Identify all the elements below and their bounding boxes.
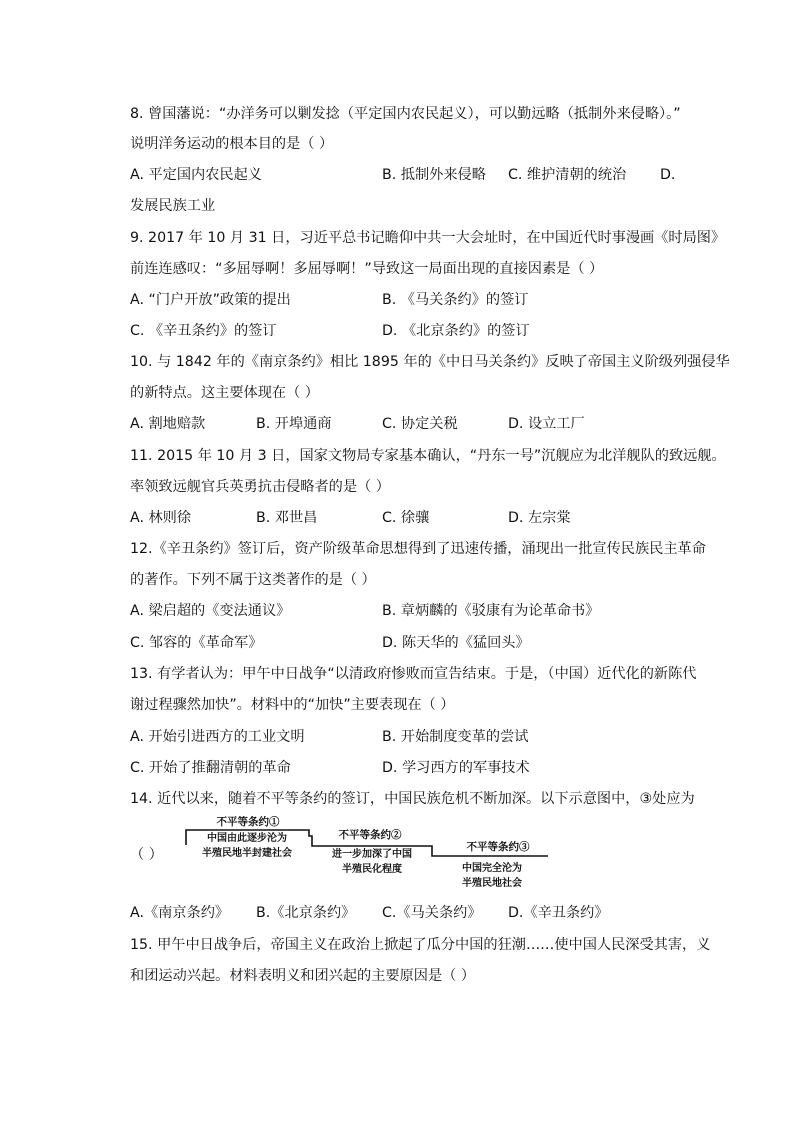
q14-answer-blank: （ ）	[130, 847, 163, 863]
q13-stem-line1: 13. 有学者认为：甲午中日战争“以清政府惨败而宣告结束。于是，（中国）近代化的新陈代	[130, 666, 697, 682]
q8-option-b: B. 抵制外来侵略	[382, 167, 486, 183]
q10-option-a: A. 割地赔款	[130, 416, 206, 432]
step3-desc-line1: 中国完全沦为	[462, 863, 522, 874]
q10-option-d: D. 设立工厂	[508, 416, 585, 432]
q10-option-c: C. 协定关税	[382, 416, 458, 432]
step1-title: 不平等条约①	[216, 816, 280, 828]
q8-option-d-text: 发展民族工业	[130, 198, 216, 214]
q13-option-c: C. 开始了推翻清朝的革命	[130, 760, 291, 776]
q12-stem-line2: 的著作。下列不属于这类著作的是（ ）	[130, 572, 376, 588]
q9-option-c: C. 《辛丑条约》的签订	[130, 323, 277, 339]
q8-option-d-letter: D.	[660, 167, 676, 183]
q13-stem-line2: 谢过程骤然加快”。材料中的“加快”主要表现在（ ）	[130, 697, 455, 713]
q14-option-b: B.《北京条约》	[256, 905, 356, 921]
q9-option-a: A. “门户开放”政策的提出	[130, 292, 291, 308]
q13-option-a: A. 开始引进西方的工业文明	[130, 729, 305, 745]
q14-stem-line1: 14. 近代以来，随着不平等条约的签订，中国民族危机不断加深。以下示意图中，③处应为	[130, 791, 695, 807]
q12-stem-line1: 12.《辛丑条约》签订后，资产阶级革命思想得到了迅速传播，涌现出一批宣传民族民主革命	[130, 541, 706, 557]
q11-stem-line2: 率领致远舰官兵英勇抗击侵略者的是（ ）	[130, 479, 390, 495]
q9-stem-line2: 前连连感叹：“多屈辱啊！多屈辱啊！”导致这一局面出现的直接因素是（ ）	[130, 261, 604, 277]
q8-option-c: C. 维护清朝的统治	[508, 167, 627, 183]
step2-desc-line1: 进一步加深了中国	[332, 849, 412, 860]
step3-title: 不平等条约③	[466, 841, 530, 853]
q10-stem-line1: 10. 与 1842 年的《南京条约》相比 1895 年的《中日马关条约》反映了帝国主义阶级列强侵华	[130, 354, 730, 370]
step3-desc-line2: 半殖民地社会	[462, 878, 522, 889]
q13-option-b: B. 开始制度变革的尝试	[382, 729, 529, 745]
q11-option-b: B. 邓世昌	[256, 510, 318, 526]
q15-stem-line2: 和团运动兴起。材料表明义和团兴起的主要原因是（ ）	[130, 968, 476, 984]
q14-option-c: C.《马关条约》	[382, 905, 482, 921]
step2-desc-line2: 半殖民化程度	[342, 864, 402, 875]
step1-desc-line1: 中国由此逐步沦为	[207, 833, 287, 844]
q8-stem-line1: 8. 曾国藩说：“办洋务可以剿发捻（平定国内农民起义），可以勤远略（抵制外来侵略）。”	[130, 106, 681, 122]
q14-option-a: A.《南京条约》	[130, 905, 230, 921]
q9-option-d: D. 《北京条约》的签订	[382, 323, 530, 339]
q8-option-a: A. 平定国内农民起义	[130, 167, 262, 183]
q11-option-d: D. 左宗棠	[508, 510, 571, 526]
q9-stem-line1: 9. 2017 年 10 月 31 日，习近平总书记瞻仰中共一大会址时，在中国近代时事漫画《时局图》	[130, 230, 726, 246]
q11-option-a: A. 林则徐	[130, 510, 192, 526]
q8-stem-line2: 说明洋务运动的根本目的是（ ）	[130, 136, 334, 152]
q11-option-c: C. 徐骧	[382, 510, 430, 526]
q13-option-d: D. 学习西方的军事技术	[382, 760, 530, 776]
q15-stem-line1: 15. 甲午中日战争后，帝国主义在政治上掀起了瓜分中国的狂潮……使中国人民深受其害，义	[130, 937, 711, 953]
q12-option-c: C. 邹容的《革命军》	[130, 635, 263, 651]
q14-option-d: D.《辛丑条约》	[508, 905, 609, 921]
q12-option-b: B. 章炳麟的《驳康有为论革命书》	[382, 603, 600, 619]
q12-option-d: D. 陈天华的《猛回头》	[382, 635, 530, 651]
step1-desc-line2: 半殖民地半封建社会	[202, 848, 292, 859]
q10-stem-line2: 的新特点。这主要体现在（ ）	[130, 385, 319, 401]
q12-option-a: A. 梁启超的《变法通议》	[130, 603, 291, 619]
q10-option-b: B. 开埠通商	[256, 416, 332, 432]
q9-option-b: B. 《马关条约》的签订	[382, 292, 529, 308]
step2-title: 不平等条约②	[338, 829, 402, 841]
q11-stem-line1: 11. 2015 年 10 月 3 日，国家文物局专家基本确认，“丹东一号”沉舰应为北洋舰队的致远舰。	[130, 448, 726, 464]
